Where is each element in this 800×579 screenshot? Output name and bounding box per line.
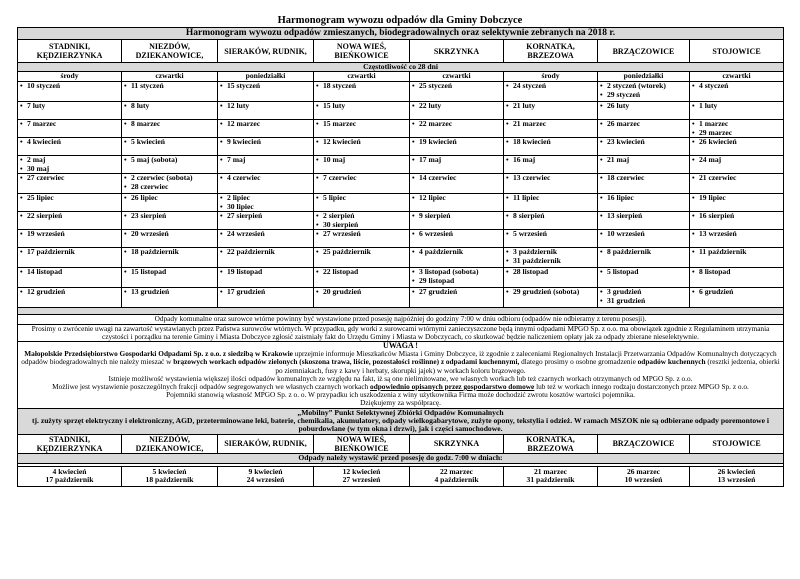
date-cell [410, 102, 504, 120]
column-header: SIERAKÓW, RUDNIK, [218, 434, 314, 453]
date-cell [218, 248, 314, 268]
date-cell [18, 120, 122, 138]
date-item: • 25 październik [316, 248, 407, 256]
date-item: • 5 listopad [600, 268, 687, 276]
date-cell [122, 248, 218, 268]
weekday-cell: czwartki [410, 72, 504, 82]
date-cell [314, 194, 410, 212]
date-item: • 20 grudzień [316, 288, 407, 296]
date-item: • 22 listopad [316, 268, 407, 276]
date-item: • 27 grudzień [412, 288, 501, 296]
date-item: • 22 luty [412, 102, 501, 110]
note-text: dlatego prosimy o osobne gromadzenie [519, 357, 638, 367]
column-header: NOWA WIEŚ, BIEŃKOWICE [314, 40, 410, 63]
date-item: • 10 maj [316, 156, 407, 164]
mszok-date: 24 wrzesień [246, 475, 285, 485]
weekday-cell: poniedziałki [218, 72, 314, 82]
date-item: • 13 grudzień [124, 288, 215, 296]
date-item: • 12 kwiecień [316, 138, 407, 146]
note-text: Istnieje możliwość wystawienia większej ilości odpadów komunalnych ze względu na fakt, iż są one nielimitowane, we własnych workach lub też czarnych workach otrzymanych od MPGO Sp. z o.o. [108, 373, 693, 383]
date-item: • 22 marzec [412, 120, 501, 128]
note-text: Możliwe jest wystawienie poszczególnych frakcji odpadów segregowanych we własnych czarnych workach [52, 382, 371, 392]
date-cell [598, 268, 690, 288]
date-item: • 23 sierpień [124, 212, 215, 220]
date-cell [690, 212, 784, 230]
date-item: • 18 kwiecień [506, 138, 595, 146]
date-cell [122, 120, 218, 138]
date-cell [314, 138, 410, 156]
date-cell [598, 212, 690, 230]
date-cell [18, 82, 122, 102]
date-item: • 15 listopad [124, 268, 215, 276]
note-text: lub też w workach innego rodzaju dostarczonych przez MPGO Sp. z o.o. [534, 382, 749, 392]
date-cell [18, 268, 122, 288]
column-header: STADNIKI, KĘDZIERZYNKA [18, 434, 122, 453]
date-item: • 23 kwiecień [600, 138, 687, 146]
date-cell [598, 102, 690, 120]
date-cell [504, 102, 598, 120]
thanks-text: Dziękujemy za współpracę. [360, 398, 441, 408]
date-item: • 5 lipiec [316, 194, 407, 202]
date-item: • 26 lipiec [124, 194, 215, 202]
table-row [18, 138, 784, 156]
date-cell [690, 138, 784, 156]
date-cell [314, 102, 410, 120]
date-item: • 19 wrzesień [20, 230, 119, 238]
mszok-date-cell [122, 466, 218, 486]
date-cell [410, 288, 504, 308]
weekday-cell: czwartki [314, 72, 410, 82]
date-cell [218, 194, 314, 212]
date-item: • 8 marzec [124, 120, 215, 128]
date-item: • 24 maj [692, 156, 781, 164]
date-cell [410, 120, 504, 138]
date-cell [504, 212, 598, 230]
date-item: • 15 styczeń [220, 82, 311, 90]
mszok-date-cell [504, 466, 598, 486]
date-item: • 1 marzec [692, 120, 781, 128]
separator-row [18, 308, 784, 315]
date-item: • 22 październik [220, 248, 311, 256]
date-cell [504, 194, 598, 212]
date-item: • 26 luty [600, 102, 687, 110]
column-header: SKRZYNKA [410, 40, 504, 63]
date-item: • 4 październik [412, 248, 501, 256]
date-item: • 21 marzec [506, 120, 595, 128]
date-item: • 15 marzec [316, 120, 407, 128]
column-header: NIEZDÓW, DZIEKANOWICE, [122, 40, 218, 63]
date-cell [218, 156, 314, 174]
date-item: • 13 czerwiec [506, 174, 595, 182]
date-cell [314, 268, 410, 288]
date-item: • 3 październik [506, 248, 595, 256]
date-item: • 3 listopad (sobota) [412, 268, 501, 276]
date-cell [690, 102, 784, 120]
date-cell [122, 102, 218, 120]
date-cell [314, 156, 410, 174]
date-item: • 30 sierpień [316, 221, 407, 229]
date-cell [410, 212, 504, 230]
date-cell [122, 230, 218, 248]
date-cell [410, 82, 504, 102]
date-item: • 11 styczeń [124, 82, 215, 90]
table-row [18, 82, 784, 102]
date-cell [122, 288, 218, 308]
date-item: • 28 czerwiec [124, 183, 215, 191]
date-item: • 29 marzec [692, 129, 781, 137]
date-item: • 29 grudzień (sobota) [506, 288, 595, 296]
date-cell [218, 174, 314, 194]
date-cell [690, 156, 784, 174]
column-header: BRZĄCZOWICE [598, 40, 690, 63]
mszok-date: 9 kwiecień [248, 466, 283, 476]
date-item: • 19 kwiecień [412, 138, 501, 146]
mszok-date: 4 kwiecień [52, 466, 87, 476]
date-item: • 27 wrzesień [316, 230, 407, 238]
date-item: • 2 maj [20, 156, 119, 164]
date-cell [690, 194, 784, 212]
date-cell [410, 194, 504, 212]
mszok-title: „Mobilny” Punkt Selektywnej Zbiórki Odpadów Komunalnych [297, 408, 504, 417]
date-item: • 31 grudzień [600, 297, 687, 305]
date-cell [314, 174, 410, 194]
date-cell [18, 174, 122, 194]
mszok-date: 31 październik [526, 475, 575, 485]
date-item: • 24 styczeń [506, 82, 595, 90]
date-item: • 31 październik [506, 257, 595, 265]
date-item: • 5 kwiecień [124, 138, 215, 146]
mszok-date: 10 wrzesień [624, 475, 663, 485]
note-text: uprzejmie informuje Mieszkańców Miasta i Gminy Dobczyce, iż zgodnie z zaleceniami Regionalnych Instalacji Przetwarzania Odpadów Komunalnych dotyczących odpadów biodegradowalnych nie należy mieszać w [21, 349, 777, 367]
date-cell [690, 248, 784, 268]
column-header: NOWA WIEŚ, BIEŃKOWICE [314, 434, 410, 453]
date-cell [410, 138, 504, 156]
mszok-date-cell [410, 466, 504, 486]
warning-title: UWAGA ! [383, 341, 418, 351]
date-cell [218, 230, 314, 248]
date-cell [314, 230, 410, 248]
date-cell [504, 138, 598, 156]
column-header: STOJOWICE [690, 40, 784, 63]
date-cell [122, 82, 218, 102]
mszok-date: 13 wrzesień [717, 475, 756, 485]
table-row [18, 156, 784, 174]
mszok-date: 18 październik [145, 475, 194, 485]
date-item: • 1 luty [692, 102, 781, 110]
date-cell [218, 138, 314, 156]
weekday-cell: czwartki [690, 72, 784, 82]
date-item: • 18 czerwiec [600, 174, 687, 182]
mszok-date: 17 październik [45, 475, 94, 485]
date-cell [218, 120, 314, 138]
date-item: • 29 styczeń [600, 91, 687, 99]
date-item: • 2 sierpień [316, 212, 407, 220]
date-cell [314, 120, 410, 138]
date-item: • 11 lipiec [506, 194, 595, 202]
date-item: • 24 wrzesień [220, 230, 311, 238]
date-item: • 4 czerwiec [220, 174, 311, 182]
date-cell [598, 248, 690, 268]
note-text: Odpady komunalne oraz surowce wtórne powinny być wystawione przed posesję najpóźniej do godziny 7:00 w dniu odbioru (odpadów nie odbieramy z terenu posesji). [154, 314, 647, 324]
date-cell [598, 230, 690, 248]
date-cell [218, 212, 314, 230]
date-item: • 12 grudzień [20, 288, 119, 296]
date-cell [690, 120, 784, 138]
note-emphasis: odpowiednio opisanych przez gospodarstwo domowe [370, 382, 535, 392]
date-item: • 28 listopad [506, 268, 595, 276]
table-row [18, 120, 784, 138]
date-cell [410, 156, 504, 174]
date-cell [504, 156, 598, 174]
company-name: Małopolskie Przedsiębiorstwo Gospodarki Odpadami Sp. z o.o. z siedzibą w Krakowie [24, 349, 293, 359]
date-item: • 5 wrzesień [506, 230, 595, 238]
date-item: • 10 styczeń [20, 82, 119, 90]
column-header: STADNIKI, KĘDZIERZYNKA [18, 40, 122, 63]
table-row [18, 174, 784, 194]
note-warning [18, 342, 784, 409]
column-header: SKRZYNKA [410, 434, 504, 453]
date-cell [598, 174, 690, 194]
date-cell [690, 230, 784, 248]
weekday-cell: czwartki [122, 72, 218, 82]
table-row [18, 230, 784, 248]
weekday-cell: środy [18, 72, 122, 82]
date-cell [218, 268, 314, 288]
date-cell [314, 212, 410, 230]
date-cell [504, 174, 598, 194]
date-cell [690, 174, 784, 194]
date-cell [18, 102, 122, 120]
date-item: • 29 listopad [412, 277, 501, 285]
date-item: • 8 październik [600, 248, 687, 256]
date-cell [18, 194, 122, 212]
date-item: • 17 maj [412, 156, 501, 164]
note-text: Prosimy o zwrócenie uwagi na zawartość wystawianych przez Państwa surowców wtórnych. W przypadku, gdy worki z surowcami wtórnymi zanieczyszczone będą innymi odpadami MPGO Sp. z o.o. ma obowiązek zgodnie z Regulaminem utrzymania czystości i porządku na terenie Gminy i Miasta Dobczyce zgłosić zaistniały fakt do Urzędu Gminy i Miasta w Dobczycach, co skutkować będzie naliczeniem opłaty jak za odpady zbierane nieselektywnie. [31, 324, 770, 341]
mszok-date-cell [218, 466, 314, 486]
schedule-table [17, 27, 784, 487]
mszok-date-cell [598, 466, 690, 486]
date-cell [122, 138, 218, 156]
date-cell [18, 138, 122, 156]
frequency-label: Częstotliwość co 28 dni [18, 63, 784, 72]
date-item: • 12 luty [220, 102, 311, 110]
date-item: • 14 listopad [20, 268, 119, 276]
date-item: • 7 marzec [20, 120, 119, 128]
date-item: • 26 kwiecień [692, 138, 781, 146]
mszok-date: 21 marzec [533, 466, 568, 476]
date-item: • 27 sierpień [220, 212, 311, 220]
mszok-date-cell [314, 466, 410, 486]
date-cell [218, 288, 314, 308]
date-cell [410, 268, 504, 288]
date-item: • 10 wrzesień [600, 230, 687, 238]
note-text: Pojemniki stanowią własność MPGO Sp. z o. o. W przypadku ich uszkodzenia z winy użytkownika Firma może dochodzić zwrotu kosztów wartości pojemnika. [166, 390, 635, 400]
date-cell [504, 230, 598, 248]
date-item: • 4 styczeń [692, 82, 781, 90]
date-item: • 13 sierpień [600, 212, 687, 220]
date-item: • 30 maj [20, 165, 119, 173]
mszok-date: 27 wrzesień [342, 475, 381, 485]
mszok-date: 26 kwiecień [717, 466, 756, 476]
date-item: • 14 czerwiec [412, 174, 501, 182]
date-cell [598, 194, 690, 212]
date-cell [218, 82, 314, 102]
date-cell [504, 120, 598, 138]
date-cell [18, 288, 122, 308]
column-header: BRZĄCZOWICE [598, 434, 690, 453]
date-cell [504, 268, 598, 288]
date-item: • 2 czerwiec (sobota) [124, 174, 215, 182]
date-cell [314, 248, 410, 268]
column-header: KORNATKA, BRZEZOWA [504, 434, 598, 453]
date-item: • 25 styczeń [412, 82, 501, 90]
date-item: • 16 maj [506, 156, 595, 164]
mszok-section [18, 408, 784, 434]
date-item: • 19 listopad [220, 268, 311, 276]
column-header: SIERAKÓW, RUDNIK, [218, 40, 314, 63]
date-cell [18, 212, 122, 230]
mszok-date: 12 kwiecień [342, 466, 381, 476]
date-item: • 2 styczeń (wtorek) [600, 82, 687, 90]
page-title: Harmonogram wywozu odpadów dla Gminy Dobczyce [277, 15, 523, 26]
date-cell [122, 174, 218, 194]
table-row [18, 248, 784, 268]
date-cell [122, 212, 218, 230]
date-cell [690, 82, 784, 102]
date-cell [690, 288, 784, 308]
date-item: • 5 maj (sobota) [124, 156, 215, 164]
date-item: • 8 sierpień [506, 212, 595, 220]
date-cell [122, 194, 218, 212]
mszok-description: tj. zużyty sprzęt elektryczny i elektroniczny, AGD, przeterminowane leki, baterie, chemikalia, akumulatory, odpady wielkogabarytowe, zużyte opony, tekstylia i odzież. W ramach MSZOK nie są odbierane odpady poremontowe i poburdowlane (w tym okna i drzwi), jak i części samochodowe. [31, 416, 770, 434]
date-item: • 17 grudzień [220, 288, 311, 296]
schedule-page [17, 14, 783, 487]
mszok-date-cell [18, 466, 122, 486]
date-item: • 13 wrzesień [692, 230, 781, 238]
note-emphasis: odpadów kuchennych [637, 357, 706, 367]
date-item: • 9 sierpień [412, 212, 501, 220]
date-item: • 6 grudzień [692, 288, 781, 296]
date-cell [18, 230, 122, 248]
table-row [18, 288, 784, 308]
mszok-date: 22 marzec [439, 466, 474, 476]
column-header: KORNATKA, BRZEZOWA [504, 40, 598, 63]
date-item: • 22 sierpień [20, 212, 119, 220]
date-item: • 7 luty [20, 102, 119, 110]
date-item: • 12 marzec [220, 120, 311, 128]
date-cell [690, 268, 784, 288]
date-cell [18, 248, 122, 268]
date-item: • 26 marzec [600, 120, 687, 128]
note-pickup-time [18, 315, 784, 324]
date-cell [598, 138, 690, 156]
date-cell [314, 82, 410, 102]
date-cell [314, 288, 410, 308]
date-item: • 16 sierpień [692, 212, 781, 220]
date-item: • 16 lipiec [600, 194, 687, 202]
date-cell [122, 156, 218, 174]
weekday-cell: poniedziałki [598, 72, 690, 82]
mszok-date: 26 marzec [626, 466, 661, 476]
date-cell [504, 248, 598, 268]
date-item: • 15 luty [316, 102, 407, 110]
date-item: • 21 maj [600, 156, 687, 164]
date-cell [410, 248, 504, 268]
column-header: STOJOWICE [690, 434, 784, 453]
date-item: • 3 grudzień [600, 288, 687, 296]
date-item: • 18 styczeń [316, 82, 407, 90]
note-contamination [18, 324, 784, 341]
date-cell [410, 230, 504, 248]
mszok-date-cell [690, 466, 784, 486]
table-row [18, 194, 784, 212]
date-item: • 30 lipiec [220, 203, 311, 211]
date-cell [504, 288, 598, 308]
date-cell [122, 268, 218, 288]
date-cell [410, 174, 504, 194]
note-text: (resztki jedzenia, obierki po ziemniakach, fusy z kawy i herbaty, skorupki jajek) w workach koloru brązowego. [275, 357, 780, 375]
table-row [18, 268, 784, 288]
date-item: • 4 kwiecień [20, 138, 119, 146]
date-item: • 11 październik [692, 248, 781, 256]
mszok-date: 5 kwiecień [152, 466, 187, 476]
date-cell [18, 156, 122, 174]
date-item: • 20 wrzesień [124, 230, 215, 238]
date-cell [598, 120, 690, 138]
date-cell [598, 82, 690, 102]
date-item: • 8 listopad [692, 268, 781, 276]
table-subtitle: Harmonogram wywozu odpadów zmieszanych, biodegradowalnych oraz selektywnie zebranych na 2018 r. [18, 28, 784, 40]
date-cell [218, 102, 314, 120]
date-item: • 19 lipiec [692, 194, 781, 202]
table-row [18, 212, 784, 230]
date-item: • 8 luty [124, 102, 215, 110]
date-item: • 7 maj [220, 156, 311, 164]
weekday-cell: środy [504, 72, 598, 82]
date-item: • 17 październik [20, 248, 119, 256]
date-item: • 2 lipiec [220, 194, 311, 202]
mszok-date: 4 październik [434, 475, 479, 485]
date-item: • 7 czerwiec [316, 174, 407, 182]
table-row [18, 102, 784, 120]
date-item: • 18 październik [124, 248, 215, 256]
note-emphasis: brązowych workach odpadów zielonych (skoszona trawa, liście, pozostałości roślinne) z odpadami kuchennymi, [173, 357, 520, 367]
column-header: NIEZDÓW, DZIEKANOWICE, [122, 434, 218, 453]
date-item: • 21 luty [506, 102, 595, 110]
date-item: • 9 kwiecień [220, 138, 311, 146]
date-cell [504, 82, 598, 102]
date-item: • 12 lipiec [412, 194, 501, 202]
date-item: • 6 wrzesień [412, 230, 501, 238]
date-cell [598, 156, 690, 174]
date-item: • 21 czerwiec [692, 174, 781, 182]
mszok-deadline: Odpady należy wystawić przed posesję do godz. 7:00 w dniach: [18, 453, 784, 463]
date-cell [598, 288, 690, 308]
date-item: • 27 czerwiec [20, 174, 119, 182]
date-item: • 25 lipiec [20, 194, 119, 202]
